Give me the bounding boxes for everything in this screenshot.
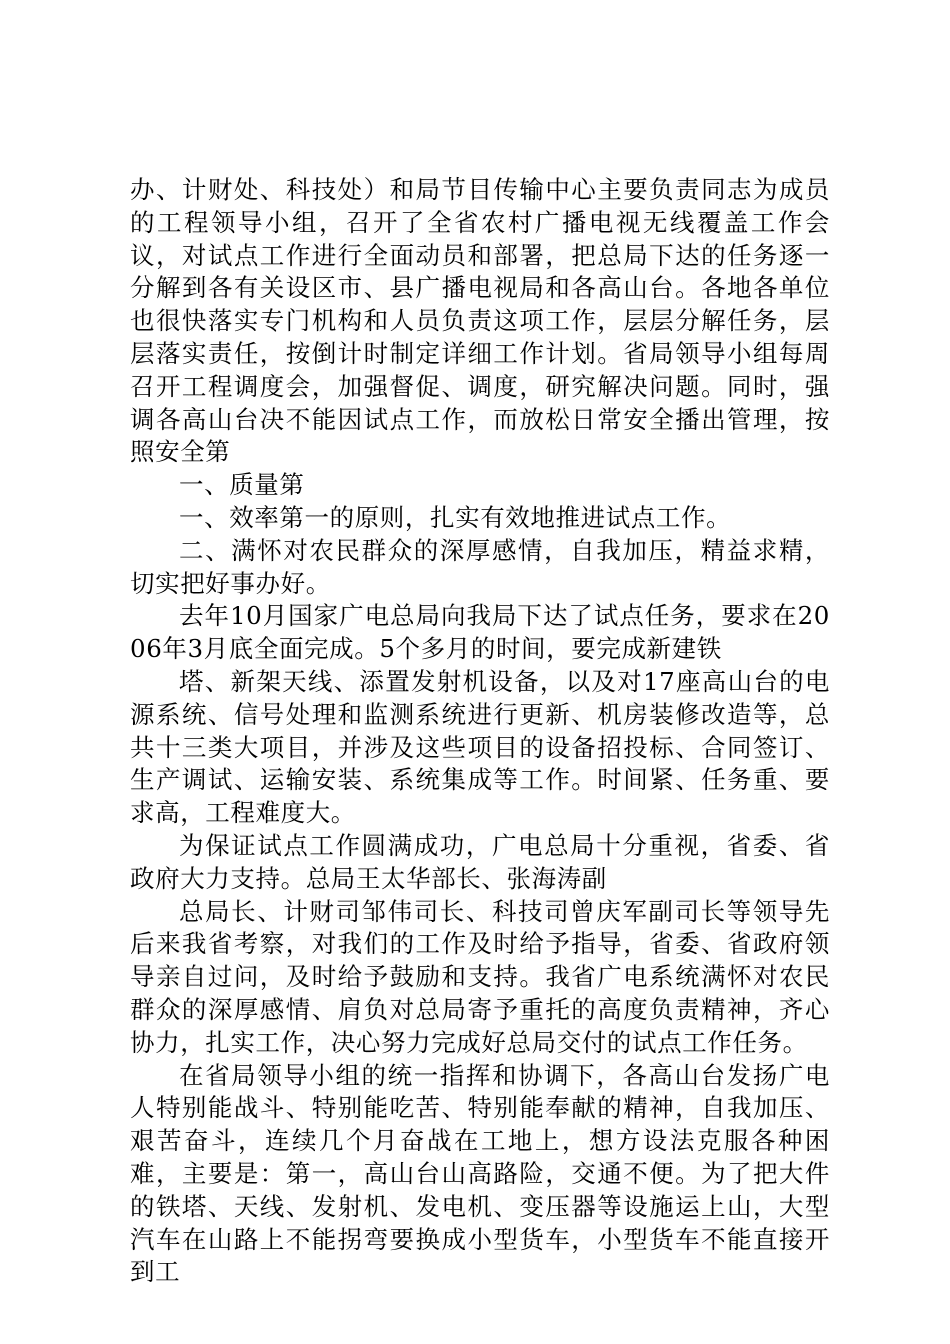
paragraph-7: 为保证试点工作圆满成功，广电总局十分重视，省委、省政府大力支持。总局王太华部长、张海涛副 bbox=[130, 830, 830, 893]
paragraph-1: 办、计财处、科技处）和局节目传输中心主要负责同志为成员的工程领导小组，召开了全省农村广播电视无线覆盖工作会议，对试点工作进行全面动员和部署，把总局下达的任务逐一分解到各有关设区市、县广播电视局和各高山台。各地各单位也很快落实专门机构和人员负责这项工作，层层分解任务，层层落实责任，按倒计时制定详细工作计划。省局领导小组每周召开工程调度会，加强督促、调度，研究解决问题。同时，强调各高山台决不能因试点工作，而放松日常安全播出管理，按照安全第 bbox=[130, 175, 830, 467]
body-text bbox=[130, 174, 830, 1289]
paragraph-5: 去年10月国家广电总局向我局下达了试点任务，要求在2006年3月底全面完成。5个多月的时间，要完成新建铁 bbox=[130, 601, 830, 664]
paragraph-3: 一、效率第一的原则，扎实有效地推进试点工作。 bbox=[179, 502, 732, 532]
paragraph-6: 塔、新架天线、添置发射机设备，以及对17座高山台的电源系统、信号处理和监测系统进行更新、机房装修改造等，总共十三类大项目，并涉及这些项目的设备招投标、合同签订、生产调试、运输安装、系统集成等工作。时间紧、任务重、要求高，工程难度大。 bbox=[130, 666, 830, 828]
paragraph-4: 二、满怀对农民群众的深厚感情，自我加压，精益求精，切实把好事办好。 bbox=[130, 535, 830, 598]
paragraph-2: 一、质量第 bbox=[179, 470, 305, 500]
paragraph-9: 在省局领导小组的统一指挥和协调下，各高山台发扬广电人特别能战斗、特别能吃苦、特别能奉献的精神，自我加压、艰苦奋斗，连续几个月奋战在工地上，想方设法克服各种困难，主要是：第一，高山台山高路险，交通不便。为了把大件的铁塔、天线、发射机、发电机、变压器等设施运上山，大型汽车在山路上不能拐弯要换成小型货车，小型货车不能直接开到工 bbox=[130, 1060, 830, 1287]
paragraph-8: 总局长、计财司邹伟司长、科技司曾庆军副司长等领导先后来我省考察，对我们的工作及时给予指导，省委、省政府领导亲自过问，及时给予鼓励和支持。我省广电系统满怀对农民群众的深厚感情、肩负对总局寄予重托的高度负责精神，齐心协力，扎实工作，决心努力完成好总局交付的试点工作任务。 bbox=[130, 896, 830, 1057]
